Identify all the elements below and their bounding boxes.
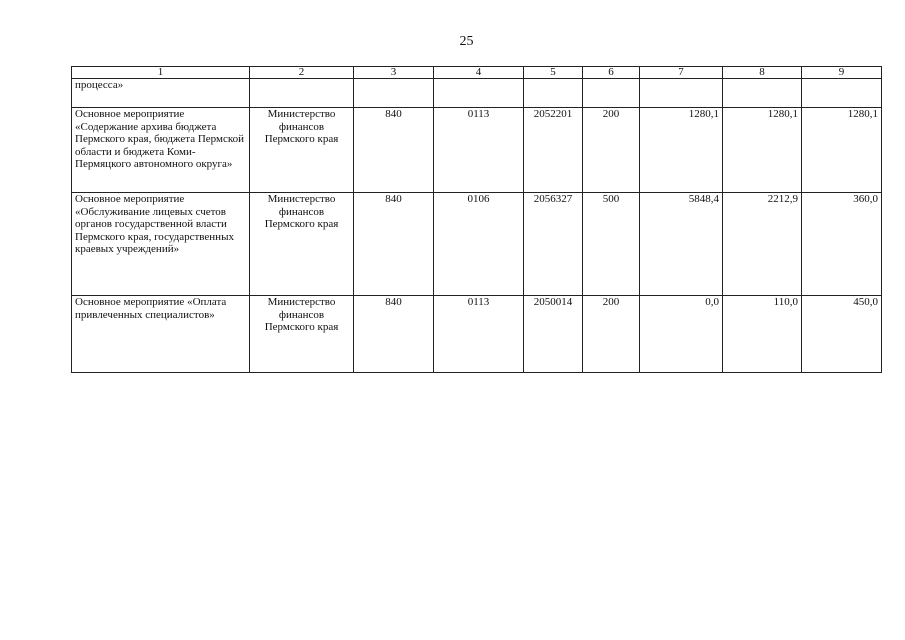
empty-cell [434,79,524,108]
section-code: 0113 [434,296,524,373]
column-number-header: 9 [802,67,882,79]
table-row [72,193,882,296]
amount-col7: 0,0 [640,296,723,373]
executor: Министерство финансов Пермского края [250,193,354,296]
ministry-code: 840 [354,108,434,193]
column-number-header: 2 [250,67,354,79]
column-number-header: 8 [723,67,802,79]
table-row [72,296,882,373]
empty-cell [250,79,354,108]
empty-cell [354,79,434,108]
executor: Министерство финансов Пермского края [250,108,354,193]
target-article-code: 2056327 [524,193,583,296]
continuation-text: процесса» [72,79,250,108]
target-article-code: 2050014 [524,296,583,373]
continuation-row [72,79,882,108]
amount-col9: 360,0 [802,193,882,296]
empty-cell [723,79,802,108]
amount-col7: 1280,1 [640,108,723,193]
empty-cell [583,79,640,108]
activity-name: Основное мероприятие «Обслуживание лицевых счетов органов государственной власти Пермского края, государственных краевых учреждений» [72,193,250,296]
expense-type-code: 200 [583,108,640,193]
amount-col7: 5848,4 [640,193,723,296]
section-code: 0113 [434,108,524,193]
amount-col9: 450,0 [802,296,882,373]
empty-cell [640,79,723,108]
column-number-header: 5 [524,67,583,79]
page-number: 25 [459,34,474,49]
ministry-code: 840 [354,296,434,373]
column-number-header: 3 [354,67,434,79]
activity-name: Основное мероприятие «Оплата привлеченных специалистов» [72,296,250,373]
executor: Министерство финансов Пермского края [250,296,354,373]
amount-col8: 1280,1 [723,108,802,193]
expense-type-code: 200 [583,296,640,373]
activity-name: Основное мероприятие «Содержание архива бюджета Пермского края, бюджета Пермской области и бюджета Коми-Пермяцкого автономного округа» [72,108,250,193]
budget-table [71,66,882,373]
section-code: 0106 [434,193,524,296]
ministry-code: 840 [354,193,434,296]
column-number-header-row [72,67,882,79]
column-number-header: 1 [72,67,250,79]
empty-cell [524,79,583,108]
column-number-header: 7 [640,67,723,79]
table-row [72,108,882,193]
amount-col8: 110,0 [723,296,802,373]
amount-col9: 1280,1 [802,108,882,193]
empty-cell [802,79,882,108]
expense-type-code: 500 [583,193,640,296]
amount-col8: 2212,9 [723,193,802,296]
column-number-header: 4 [434,67,524,79]
target-article-code: 2052201 [524,108,583,193]
column-number-header: 6 [583,67,640,79]
